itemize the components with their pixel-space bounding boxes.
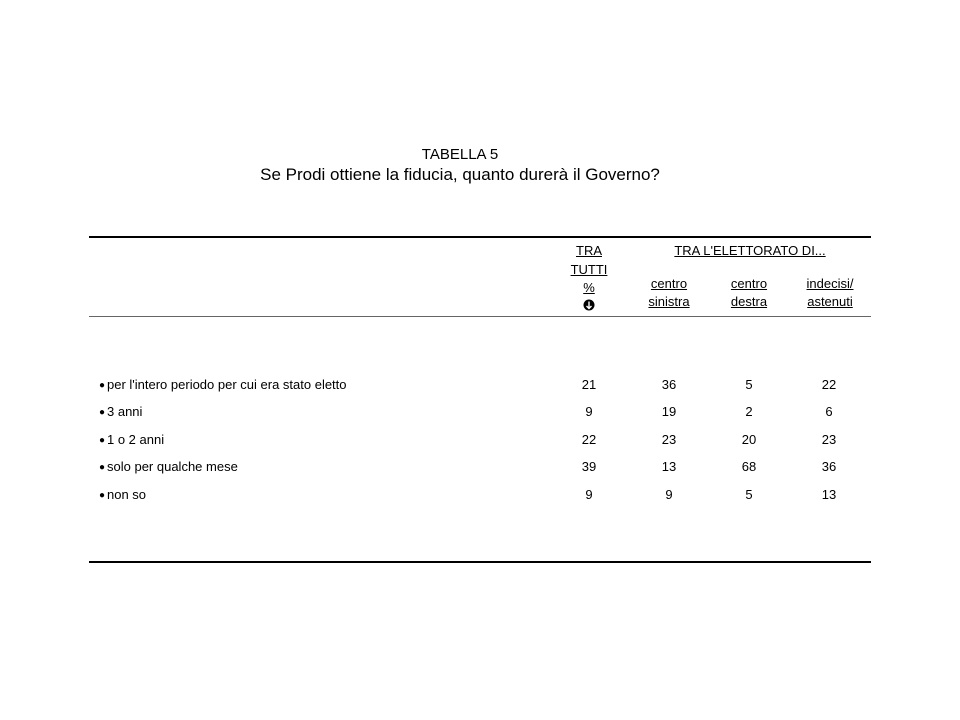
cell-centro-destra: 20 [741, 432, 757, 447]
bullet-icon: ● [99, 462, 106, 473]
header-rule [89, 316, 871, 317]
row-label: ● non so [99, 486, 146, 505]
cell-indecisi: 36 [821, 459, 837, 474]
cell-indecisi: 23 [821, 432, 837, 447]
cell-total: 9 [585, 487, 593, 502]
cell-indecisi: 6 [825, 404, 833, 419]
bottom-rule [89, 561, 871, 563]
table-number: TABELLA 5 [421, 146, 499, 163]
cell-centro-sinistra: 13 [661, 459, 677, 474]
table-title [0, 146, 920, 186]
cell-total: 21 [581, 377, 597, 392]
cell-indecisi: 13 [821, 487, 837, 502]
header-subcol-3-line1: indecisi/ [806, 276, 854, 291]
row-label: ● per l'intero periodo per cui era stato eletto [99, 376, 347, 395]
cell-centro-sinistra: 23 [661, 432, 677, 447]
cell-total: 39 [581, 459, 597, 474]
cell-centro-sinistra: 36 [661, 377, 677, 392]
cell-total: 9 [585, 404, 593, 419]
bullet-icon: ● [99, 490, 106, 501]
row-label: ● solo per qualche mese [99, 458, 238, 477]
cell-centro-destra: 5 [745, 377, 753, 392]
top-rule [89, 236, 871, 238]
header-subcol-3-line2: astenuti [807, 294, 853, 309]
row-label: ● 1 o 2 anni [99, 431, 164, 450]
cell-indecisi: 22 [821, 377, 837, 392]
table-row [89, 458, 871, 476]
circled-arrow-icon [579, 297, 599, 313]
row-label: ● 3 anni [99, 403, 142, 422]
cell-centro-destra: 68 [741, 459, 757, 474]
header-subcol-2-line2: destra [730, 294, 768, 309]
header-subcol-2-line1: centro [730, 276, 768, 291]
bullet-icon: ● [99, 407, 106, 418]
table-row [89, 403, 871, 421]
cell-centro-destra: 5 [745, 487, 753, 502]
table-row [89, 431, 871, 449]
bullet-icon: ● [99, 380, 106, 391]
cell-centro-sinistra: 19 [661, 404, 677, 419]
table-question: Se Prodi ottiene la fiducia, quanto durerà il Governo? [260, 165, 660, 184]
cell-centro-sinistra: 9 [665, 487, 673, 502]
header-subcol-1-line1: centro [650, 276, 688, 291]
header-total-line3: % [583, 280, 595, 295]
header-subcol-1-line2: sinistra [648, 294, 690, 309]
header-total-line1: TRA [576, 243, 602, 258]
table-row [89, 486, 871, 504]
cell-centro-destra: 2 [745, 404, 753, 419]
header-total-line2: TUTTI [570, 262, 608, 277]
table-row [89, 376, 871, 394]
header-group-label: TRA L'ELETTORATO DI... [674, 243, 826, 258]
cell-total: 22 [581, 432, 597, 447]
bullet-icon: ● [99, 435, 106, 446]
